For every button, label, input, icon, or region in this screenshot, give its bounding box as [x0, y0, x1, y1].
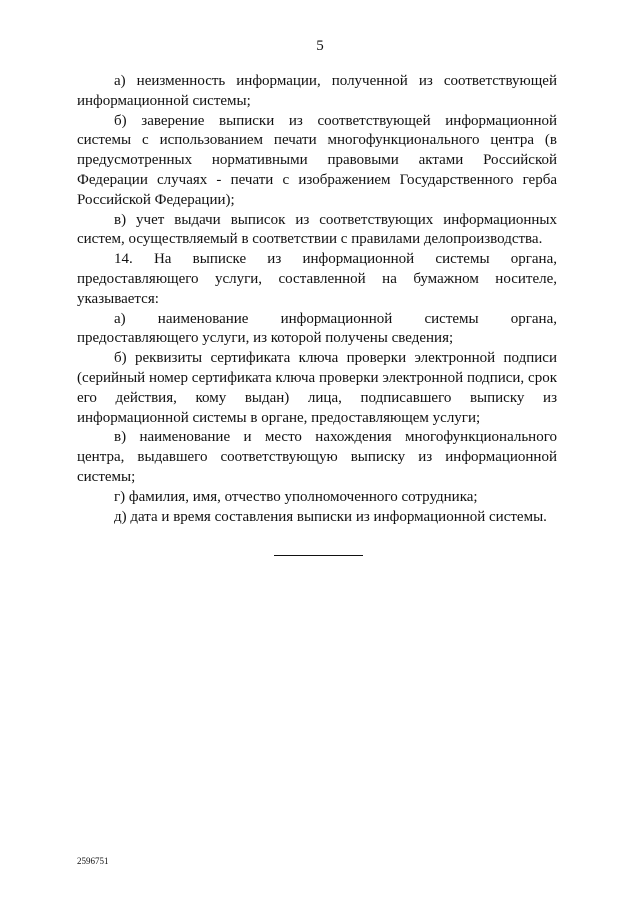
page-number: 5 [316, 38, 324, 54]
document-body [77, 72, 557, 527]
paragraph-14-header: 14. На выписке из информационной системы органа, предоставляющего услуги, составленной на бумажном носителе, указывается: [77, 251, 557, 307]
paragraph-g-employee-name: г) фамилия, имя, отчество уполномоченного сотрудника; [114, 488, 478, 505]
paragraph-b-signature-details: б) реквизиты сертификата ключа проверки электронной подписи (серийный номер сертификата ключа проверки электронной подписи, срок его действия, кому выдан) лица, подписавшего выписку из информационной системы в органе, предоставляющем услуги; [77, 350, 557, 426]
paragraph-a-system-name: а) наименование информационной системы органа, предоставляющего услуги, из которой получены сведения; [77, 310, 557, 347]
paragraph-b-certification: б) заверение выписки из соответствующей информационной системы с использованием печати многофункционального центра (в предусмотренных нормативными правовыми актами Российской Федерации случаях - печати с изображением Государственного герба Российской Федерации); [77, 112, 557, 208]
end-separator-line [274, 555, 363, 556]
paragraph-v-accounting: в) учет выдачи выписок из соответствующих информационных систем, осуществляемый в соответствии с правилами делопроизводства. [77, 211, 557, 248]
paragraph-a-integrity: а) неизменность информации, полученной из соответствующей информационной системы; [77, 73, 557, 109]
paragraph-v-center-name: в) наименование и место нахождения многофункционального центра, выдавшего соответствующую выписку из информационной системы; [77, 429, 557, 485]
document-code: 2596751 [77, 856, 109, 866]
paragraph-d-datetime: д) дата и время составления выписки из информационной системы. [114, 508, 547, 525]
